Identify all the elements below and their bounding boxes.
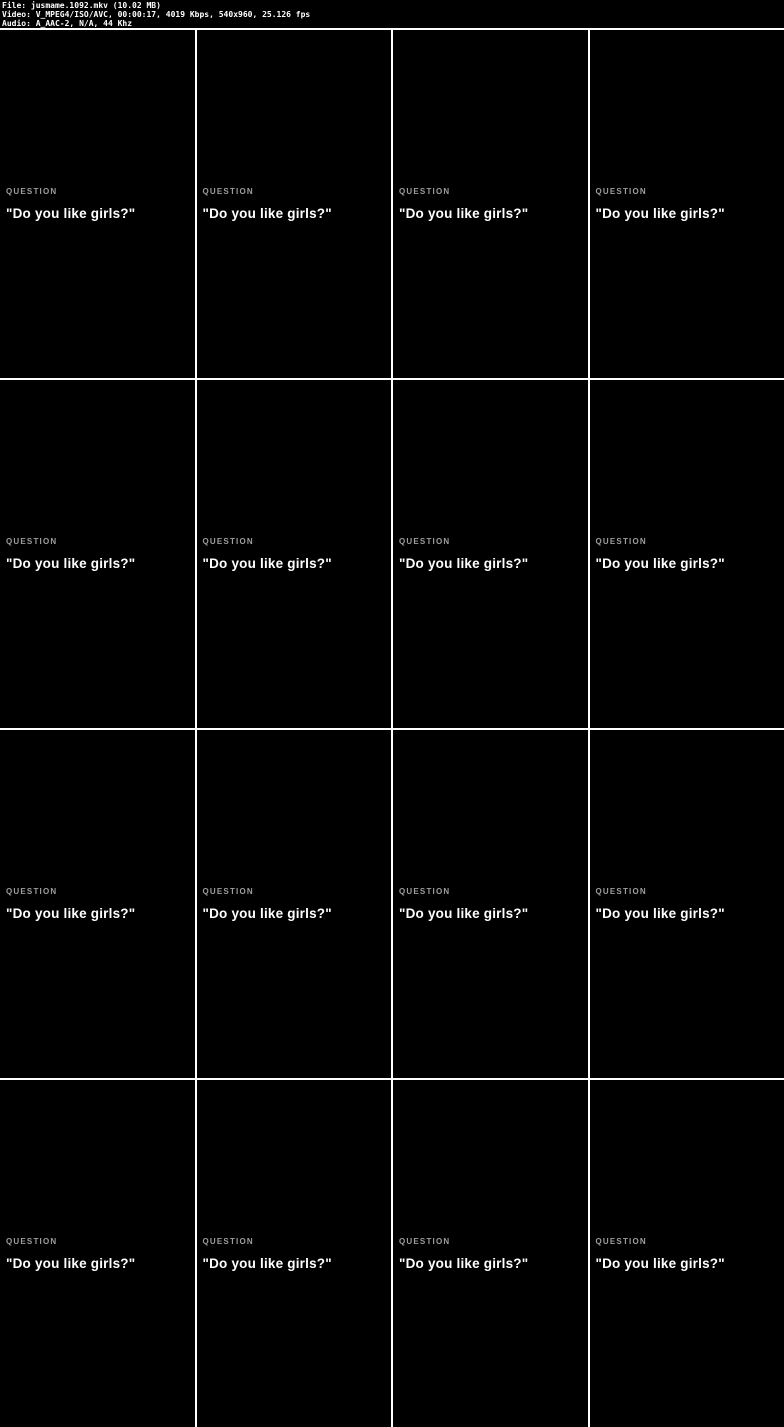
question-quote-text: "Do you like girls?" xyxy=(202,556,332,571)
question-label: QUESTION xyxy=(595,537,647,546)
question-sticker xyxy=(203,887,388,921)
thumbnail-grid xyxy=(0,28,784,1427)
video-frame-thumbnail xyxy=(590,1080,784,1427)
question-sticker xyxy=(596,187,781,221)
question-sticker xyxy=(6,887,191,921)
file-info-line: File: jusmame.1092.mkv (10.02 MB) xyxy=(2,1,161,10)
question-sticker xyxy=(203,1237,388,1271)
question-label: QUESTION xyxy=(595,187,647,196)
question-label: QUESTION xyxy=(6,537,58,546)
question-sticker xyxy=(399,1237,584,1271)
question-label: QUESTION xyxy=(399,887,451,896)
question-sticker xyxy=(399,537,584,571)
question-sticker xyxy=(596,537,781,571)
video-frame-thumbnail xyxy=(197,380,392,728)
question-sticker xyxy=(203,537,388,571)
question-quote-text: "Do you like girls?" xyxy=(399,906,529,921)
media-info-header xyxy=(0,0,784,28)
question-quote-text: "Do you like girls?" xyxy=(595,556,725,571)
video-frame-thumbnail xyxy=(393,730,588,1078)
video-frame-thumbnail xyxy=(197,1080,392,1427)
video-frame-thumbnail xyxy=(0,380,195,728)
question-label: QUESTION xyxy=(6,1237,58,1246)
question-label: QUESTION xyxy=(6,887,58,896)
question-quote-text: "Do you like girls?" xyxy=(6,1256,136,1271)
question-sticker xyxy=(596,1237,781,1271)
question-quote-text: "Do you like girls?" xyxy=(595,906,725,921)
video-info-line: Video: V_MPEG4/ISO/AVC, 00:00:17, 4019 Kbps, 540x960, 25.126 fps xyxy=(2,10,311,19)
video-frame-thumbnail xyxy=(0,1080,195,1427)
question-quote-text: "Do you like girls?" xyxy=(399,1256,529,1271)
question-sticker xyxy=(596,887,781,921)
question-quote-text: "Do you like girls?" xyxy=(399,206,529,221)
question-sticker xyxy=(6,537,191,571)
question-label: QUESTION xyxy=(399,1237,451,1246)
question-sticker xyxy=(203,187,388,221)
video-frame-thumbnail xyxy=(0,30,195,378)
audio-info-line: Audio: A_AAC-2, N/A, 44 Khz xyxy=(2,19,133,28)
video-frame-thumbnail xyxy=(393,30,588,378)
question-quote-text: "Do you like girls?" xyxy=(595,1256,725,1271)
video-frame-thumbnail xyxy=(590,380,784,728)
question-sticker xyxy=(6,187,191,221)
question-label: QUESTION xyxy=(6,187,58,196)
question-label: QUESTION xyxy=(399,187,451,196)
question-label: QUESTION xyxy=(595,887,647,896)
video-frame-thumbnail xyxy=(590,30,784,378)
question-quote-text: "Do you like girls?" xyxy=(202,906,332,921)
video-frame-thumbnail xyxy=(393,380,588,728)
video-frame-thumbnail xyxy=(197,30,392,378)
question-label: QUESTION xyxy=(202,187,254,196)
question-quote-text: "Do you like girls?" xyxy=(6,906,136,921)
question-quote-text: "Do you like girls?" xyxy=(595,206,725,221)
question-label: QUESTION xyxy=(399,537,451,546)
question-sticker xyxy=(6,1237,191,1271)
question-quote-text: "Do you like girls?" xyxy=(202,206,332,221)
question-label: QUESTION xyxy=(202,1237,254,1246)
question-label: QUESTION xyxy=(202,537,254,546)
video-frame-thumbnail xyxy=(0,730,195,1078)
question-sticker xyxy=(399,887,584,921)
video-frame-thumbnail xyxy=(590,730,784,1078)
question-quote-text: "Do you like girls?" xyxy=(399,556,529,571)
video-frame-thumbnail xyxy=(393,1080,588,1427)
question-quote-text: "Do you like girls?" xyxy=(202,1256,332,1271)
question-label: QUESTION xyxy=(595,1237,647,1246)
question-quote-text: "Do you like girls?" xyxy=(6,206,136,221)
question-sticker xyxy=(399,187,584,221)
video-frame-thumbnail xyxy=(197,730,392,1078)
question-label: QUESTION xyxy=(202,887,254,896)
question-quote-text: "Do you like girls?" xyxy=(6,556,136,571)
